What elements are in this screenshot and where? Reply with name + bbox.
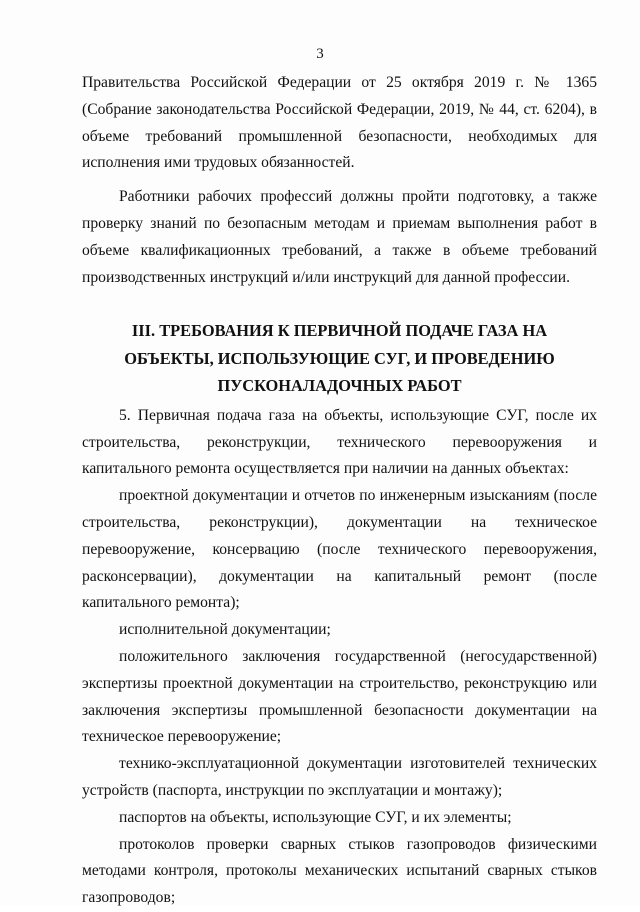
document-body	[82, 70, 597, 912]
paragraph-workers-training: Работники рабочих профессий должны пройти подготовку, а также проверку знаний по безопасным методам и приемам выполнения работ в объеме квалификационных требований, а также в объеме требований производственных инструкций и/или инструкций для данной профессии.	[82, 188, 597, 286]
paragraph-continuation: Правительства Российской Федерации от 25 октября 2019 г. № 1365 (Собрание законодательства Российской Федерации, 2019, № 44, ст. 6204), в объеме требований промышленной безопасности, необходимых для исполнения ими трудовых обязанностей.	[82, 74, 597, 172]
page-number: 3	[316, 46, 324, 62]
section-heading: III. ТРЕБОВАНИЯ К ПЕРВИЧНОЙ ПОДАЧЕ ГАЗА НА ОБЪЕКТЫ, ИСПОЛЬЗУЮЩИЕ СУГ, И ПРОВЕДЕНИЮ ПУСКОНАЛАДОЧНЫХ РАБОТ	[124, 321, 555, 396]
list-item-weld-protocols: протоколов проверки сварных стыков газопроводов физическими методами контроля, протоколы механических испытаний сварных стыков газопроводов;	[82, 835, 597, 907]
list-item-technical-documentation: технико-эксплуатационной документации изготовителей технических устройств (паспорта, инструкции по эксплуатации и монтажу);	[82, 755, 597, 800]
list-item-executive-documentation: исполнительной документации;	[119, 621, 331, 639]
list-item-expertise-conclusion: положительного заключения государственной (негосударственной) экспертизы проектной документации на строительство, реконструкцию или заключения экспертизы промышленной безопасности документации на техническое перевооружение;	[82, 648, 597, 746]
list-item-passports: паспортов на объекты, использующие СУГ, и их элементы;	[119, 808, 512, 826]
paragraph-item-5: 5. Первичная подача газа на объекты, использующие СУГ, после их строительства, реконструкции, технического перевооружения и капитального ремонта осуществляется при наличии на данных объектах:	[82, 406, 597, 478]
list-item-project-documentation: проектной документации и отчетов по инженерным изысканиям (после строительства, реконструкции), документации на техническое перевооружение, консервацию (после технического перевооружения, расконсервации), документации на капитальный ремонт (после капитального ремонта);	[82, 487, 597, 612]
